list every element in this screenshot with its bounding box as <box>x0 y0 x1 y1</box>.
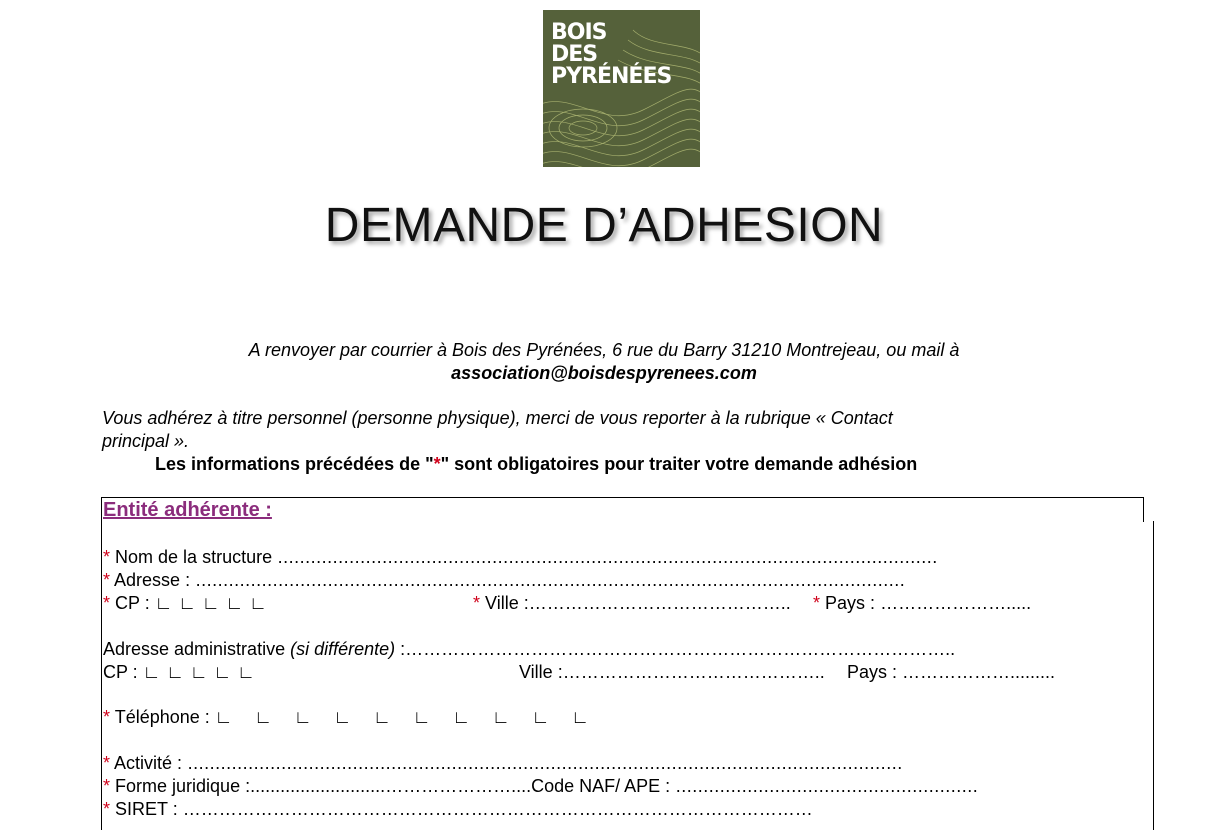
field-adresse[interactable] <box>103 569 905 592</box>
required-star: * <box>103 593 111 613</box>
ville2-dots: …………………………………….. <box>562 662 825 682</box>
cp2-boxes: ∟∟∟∟∟ <box>142 662 261 682</box>
required-star: * <box>433 454 441 474</box>
intro-email[interactable]: association@boisdespyrenees.com <box>451 363 757 383</box>
section-title: Entité adhérente : <box>103 499 272 521</box>
pays-label: Pays : <box>825 593 876 613</box>
page-title: DEMANDE D’ADHESION <box>324 199 884 252</box>
field-cp-admin[interactable] <box>103 661 261 684</box>
ville-label: Ville : <box>485 593 529 613</box>
siret-dots: …………………………………………………………………………………………… <box>177 799 813 819</box>
pays2-label: Pays : <box>847 662 898 682</box>
required-star: * <box>103 776 111 796</box>
cp-boxes: ∟∟∟∟∟ <box>154 593 273 613</box>
intro-address-line: A renvoyer par courrier à Bois des Pyrénées, 6 rue du Barry 31210 Montrejeau, ou mail à <box>248 340 960 360</box>
forme-dots: ...........................………………….. <box>250 776 522 796</box>
naf-label: ..Code NAF/ APE : <box>521 776 671 796</box>
field-adresse-administrative[interactable] <box>103 638 955 661</box>
nom-label: Nom de la structure <box>115 547 273 567</box>
required-star: * <box>103 570 111 590</box>
required-note: Les informations précédées de "*" sont obligatoires pour traiter votre demande adhésion <box>155 454 918 474</box>
adr-admin-label: Adresse administrative <box>103 639 291 659</box>
required-star: * <box>103 753 111 773</box>
required-star: * <box>103 547 111 567</box>
tel-boxes: ∟∟∟∟∟∟∟∟∟∟ <box>214 707 612 727</box>
personal-note-line2: principal ». <box>102 431 190 451</box>
required-star: * <box>103 707 111 727</box>
adresse-label: Adresse : <box>114 570 191 590</box>
adr-admin-dots: :……………………………………………………………………………….. <box>395 639 956 659</box>
personal-note-line1: Vous adhérez à titre personnel (personne physique), merci de vous reporter à la rubrique « Contact <box>102 408 893 428</box>
pays-dots: …………………..... <box>875 593 1032 613</box>
required-star: * <box>473 593 481 613</box>
field-forme-juridique[interactable] <box>103 775 978 798</box>
field-cp[interactable] <box>103 592 273 615</box>
forme-label: Forme juridique : <box>115 776 251 796</box>
siret-label: SIRET : <box>115 799 178 819</box>
field-pays-admin[interactable] <box>847 661 1055 684</box>
adr-admin-note: (si différente) <box>290 639 396 659</box>
pays2-dots: ………………......... <box>897 662 1056 682</box>
required-star: * <box>813 593 821 613</box>
frame-right-border <box>1153 521 1154 830</box>
field-ville[interactable] <box>473 592 791 615</box>
logo <box>543 10 700 167</box>
logo-wordmark: BOIS DES PYRÉNÉES <box>551 20 672 89</box>
field-siret[interactable] <box>103 798 813 821</box>
frame-left-border <box>101 521 102 830</box>
activite-label: Activité : <box>114 753 183 773</box>
naf-dots: ....................................................... <box>670 776 979 796</box>
field-pays[interactable] <box>813 592 1031 615</box>
ville-dots: …………………………………….. <box>528 593 791 613</box>
field-nom-structure[interactable] <box>103 546 938 569</box>
tel-label: Téléphone : <box>114 707 210 727</box>
cp2-label: CP : <box>103 662 138 682</box>
ville2-label: Ville : <box>519 662 563 682</box>
activite-dots: .................................................................................................................................. <box>182 753 903 773</box>
field-telephone[interactable] <box>103 706 611 729</box>
nom-dots: ........................................................................................................................ <box>272 547 938 567</box>
cp-label: CP : <box>115 593 150 613</box>
required-star: * <box>103 799 111 819</box>
adresse-dots: ................................................................................................................................. <box>190 570 906 590</box>
field-activite[interactable] <box>103 752 903 775</box>
field-ville-admin[interactable] <box>519 661 825 684</box>
